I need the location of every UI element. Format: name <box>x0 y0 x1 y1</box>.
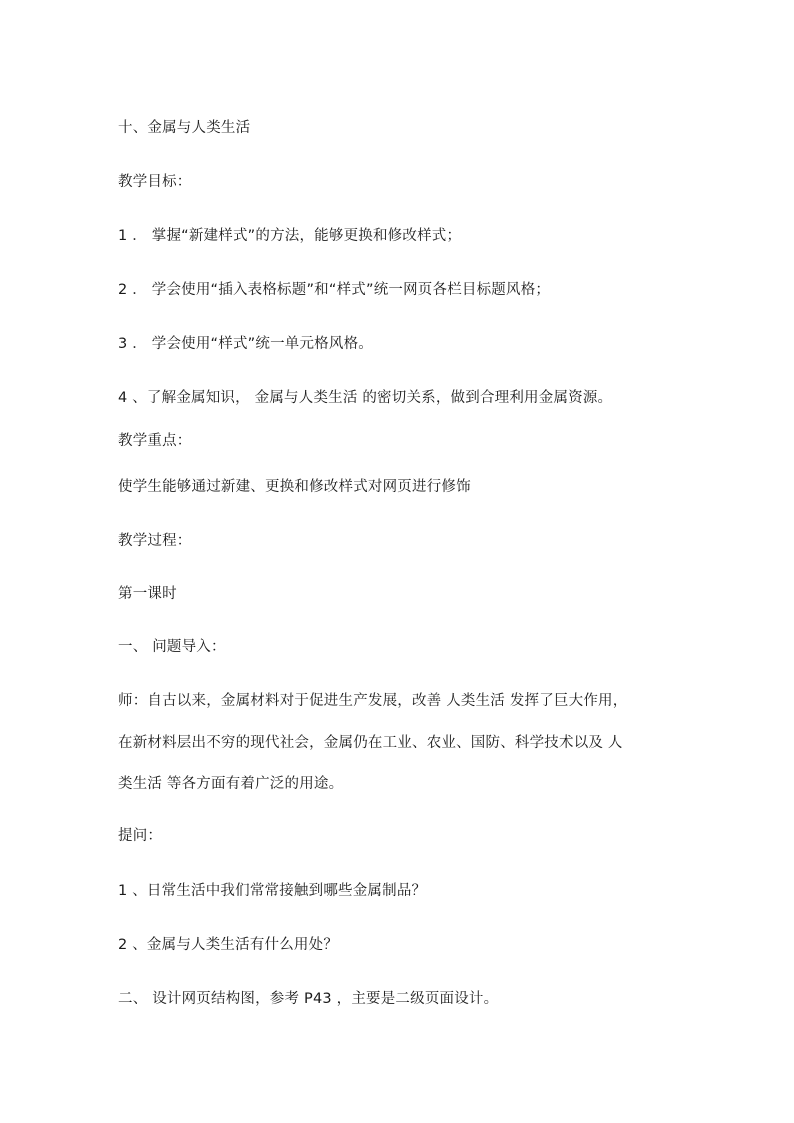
goal-item-4: 4 、了解金属知识， 金属与人类生活 的密切关系，做到合理利用金属资源。 <box>118 390 613 406</box>
teacher-line-1: 师：自古以来，金属材料对于促进生产发展，改善 人类生活 发挥了巨大作用， <box>118 693 628 709</box>
teacher-line-2: 在新材料层出不穷的现代社会，金属仍在工业、农业、国防、科学技术以及 人 <box>118 735 623 751</box>
key-text: 使学生能够通过新建、更换和修改样式对网页进行修饰 <box>118 479 471 495</box>
lesson-label: 第一课时 <box>118 586 177 602</box>
document-title: 十、金属与人类生活 <box>118 120 251 136</box>
goal-item-3: 3 ． 学会使用“样式”统一单元格风格。 <box>118 336 373 352</box>
process-heading: 教学过程： <box>118 533 192 549</box>
teacher-line-3: 类生活 等各方面有着广泛的用途。 <box>118 776 344 792</box>
section-1-heading: 一、 问题导入： <box>118 639 226 655</box>
question-item-1: 1 、日常生活中我们常常接触到哪些金属制品？ <box>118 883 427 899</box>
question-heading: 提问： <box>118 828 163 844</box>
goal-item-1: 1 ． 掌握“新建样式”的方法，能够更换和修改样式； <box>118 228 462 244</box>
section-2-heading: 二、 设计网页结构图，参考 P43 ，主要是二级页面设计。 <box>118 991 499 1007</box>
key-heading: 教学重点： <box>118 433 192 449</box>
question-item-2: 2 、金属与人类生活有什么用处？ <box>118 937 339 953</box>
goal-item-2: 2 ． 学会使用“插入表格标题”和“样式”统一网页各栏目标题风格； <box>118 282 551 298</box>
goals-heading: 教学目标： <box>118 174 192 190</box>
